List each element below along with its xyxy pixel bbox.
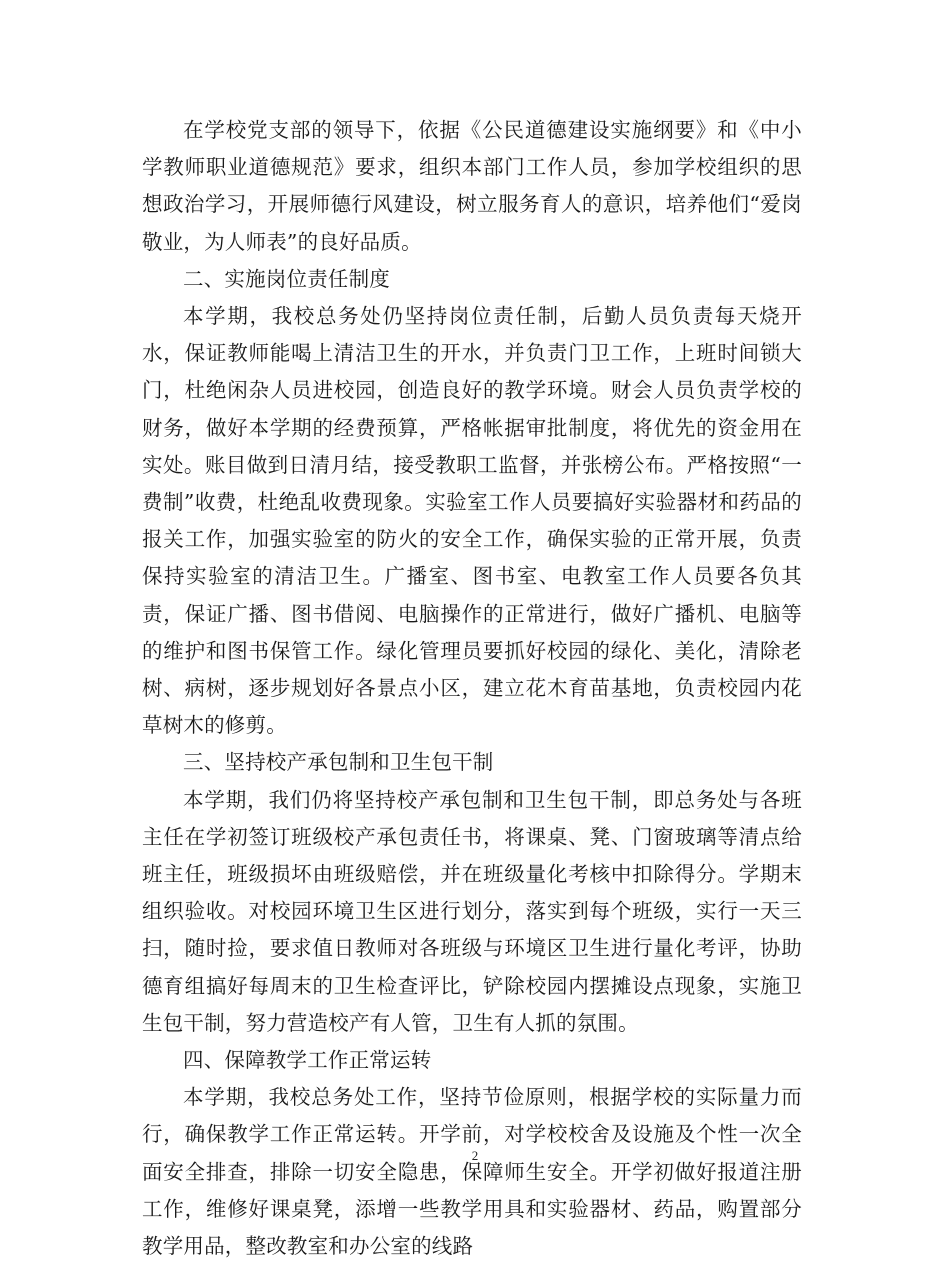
page-number: 2	[471, 1148, 479, 1163]
paragraph-job-responsibility: 本学期，我校总务处仍坚持岗位责任制，后勤人员负责每天烧开水，保证教师能喝上清洁卫生的开水，并负责门卫工作，上班时间锁大门，杜绝闲杂人员进校园，创造良好的教学环境。财会人员负责学校的财务，做好本学期的经费预算，严格帐据审批制度，将优先的资金用在实处。账目做到日清月结，接受教职工监督，并张榜公布。严格按照“一费制”收费，杜绝乱收费现象。实验室工作人员要搞好实验器材和药品的报关工作，加强实验室的防火的安全工作，确保实验的正常开展，负责保持实验室的清洁卫生。广播室、图书室、电教室工作人员要各负其责，保证广播、图书借阅、电脑操作的正常进行，做好广播机、电脑等的维护和图书保管工作。绿化管理员要抓好校园的绿化、美化，清除老树、病树，逐步规划好各景点小区，建立花木育苗基地，负责校园内花草树木的修剪。	[142, 304, 802, 738]
paragraph-moral-education: 在学校党支部的领导下，依据《公民道德建设实施纲要》和《中小学教师职业道德规范》要求，组织本部门工作人员，参加学校组织的思想政治学习，开展师德行风建设，树立服务育人的意识，培养他们“爱岗敬业，为人师表”的良好品质。	[142, 118, 802, 254]
section-heading-job-responsibility: 二、实施岗位责任制度	[183, 266, 390, 291]
section-heading-property-contract: 三、坚持校产承包制和卫生包干制	[183, 750, 494, 775]
paragraph-property-contract: 本学期，我们仍将坚持校产承包制和卫生包干制，即总务处与各班主任在学初签订班级校产承包责任书，将课桌、凳、门窗玻璃等清点给班主任，班级损坏由班级赔偿，并在班级量化考核中扣除得分。学期末组织验收。对校园环境卫生区进行划分，落实到每个班级，实行一天三扫，随时捡，要求值日教师对各班级与环境区卫生进行量化考评，协助德育组搞好每周末的卫生检查评比，铲除校园内摆摊设点现象，实施卫生包干制，努力营造校产有人管，卫生有人抓的氛围。	[142, 787, 802, 1035]
section-heading-teaching-operation: 四、保障教学工作正常运转	[183, 1048, 432, 1073]
paragraph-teaching-operation: 本学期，我校总务处工作，坚持节俭原则，根据学校的实际量力而行，确保教学工作正常运转。开学前，对学校校舍及设施及个性一次全面安全排查，排除一切安全隐患，保障师生安全。开学初做好报道注册工作，维修好课桌凳，添增一些教学用具和实验器材、药品，购置部分教学用品，整改教室和办公室的线路	[142, 1085, 802, 1259]
document-body	[142, 112, 802, 1265]
